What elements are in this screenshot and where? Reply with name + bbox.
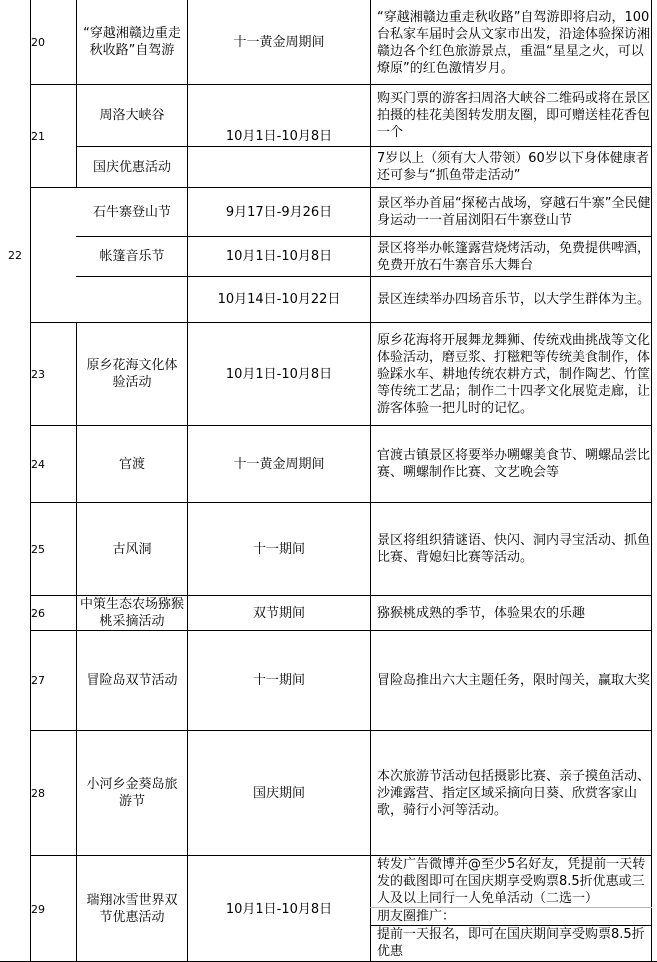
activity-name: 官渡 [118,456,145,472]
activity-name [77,277,187,322]
grid-line [30,595,652,596]
row-number: 28 [31,786,45,800]
activity-description: 景区连续举办四场音乐节，以大学生群体为主。 [377,292,651,307]
grid-line [30,730,652,731]
activity-description: 景区将举办帐篷露营烧烤活动，免费提供啤酒，免费开放石牛寨音乐大舞台 [377,240,651,273]
activity-description: 景区举办首届“探秘古战场，穿越石牛寨”全民健身运动一一首届浏阳石牛寨登山节 [377,196,651,228]
grid-line [76,236,652,237]
activity-description: 购买门票的游客扫周洛大峡谷二维码或将在景区拍摄的桂花美图转发朋友圈，即可赠送桂花香包一个 [377,91,651,140]
activity-description: 转发广告微博并@至少5名好友，凭提前一天转发的截图即可在国庆期享受购票8.5折优惠或三人及以上同行一人免单活动（二选一） [377,857,646,906]
activity-name: 周洛大峡谷 [99,108,165,123]
activity-time: 十一黄金周期间 [233,34,325,50]
activity-name: 中策生态农场猕猴桃采摘活动 [79,597,184,629]
activity-description-extra: 7岁以上（须有大人带领）60岁以下身体健康者还可参与“抓鱼带走活动” [377,151,649,183]
grid-line [370,0,371,962]
activity-name: 石牛寨登山节 [92,204,171,220]
activity-description: 冒险岛推出六大主题任务，限时闯关，赢取大奖 [377,673,651,688]
grid-line [370,925,652,926]
activity-time: 十一期间 [252,541,305,557]
grid-line [76,322,77,962]
activity-name: 瑞翔冰雪世界双节优惠活动 [86,893,178,925]
row-number: 21 [31,129,45,143]
grid-line [76,146,652,147]
activity-description-subhead: 朋友圈推广： [377,909,456,924]
activity-time: 国庆期间 [252,785,305,801]
activity-name: 帐篷音乐节 [99,249,165,264]
activity-description: 本次旅游节活动包括摄影比赛、亲子摸鱼活动、沙滩露营、指定区域采摘向日葵、欣赏客家山歌，骑行小河等活动。 [377,768,651,818]
activity-subname: 国庆优惠活动 [92,159,171,175]
grid-line [30,425,652,426]
grid-line [30,502,652,503]
grid-line [30,855,652,856]
row-number: 25 [31,542,45,556]
grid-line [370,907,652,908]
activity-time: 十一期间 [252,673,305,688]
grid-line [651,0,652,962]
activity-name: “穿越湘赣边重走秋收路”自驾游 [83,26,181,58]
grid-line [187,0,188,962]
activity-description: 猕猴桃成熟的季节，体验果农的乐趣 [377,605,586,621]
row-number: 24 [31,457,45,471]
activity-description: “穿越湘赣边重走秋收路”自驾游即将启动，100台私家车届时会从文家市出发，沿途体验探访湘赣边各个红色旅游景点，重温“星星之火，可以燎原”的红色激情岁月。 [377,10,651,76]
activity-time: 9月17日-9月26日 [225,204,333,220]
activity-time: 10月1日-10月8日 [225,128,333,144]
activity-name: 古风洞 [112,541,152,557]
row-number: 20 [31,35,45,49]
activity-name: 小河乡金葵岛旅游节 [86,777,178,809]
row-number: 26 [31,606,45,620]
activity-time: 10月14日-10月22日 [217,292,341,307]
activity-description-extra: 提前一天报名，即可在国庆期间享受购票8.5折优惠 [377,927,645,959]
activity-description: 原乡花海将开展舞龙舞狮、传统戏曲挑战等文化体验活动，磨豆浆、打糍粑等传统美食制作，体验踩水车、耕地传统农耕方式，制作陶艺、竹筐等传统工艺品；制作二十四孝文化展览走廊，让游客体验一把儿时的记忆。 [377,332,651,416]
activity-time: 双节期间 [252,605,305,621]
grid-line [30,187,652,188]
row-number: 27 [31,674,45,687]
grid-line [30,84,652,85]
row-number: 23 [31,367,45,381]
grid-line [30,0,31,962]
activity-name: 冒险岛双节活动 [86,673,178,688]
activity-time: 10月1日-10月8日 [225,249,333,264]
activity-time: 十一黄金周期间 [233,456,325,472]
activity-name: 原乡花海文化体验活动 [86,358,178,390]
grid-line [76,0,77,188]
activity-description: 官渡古镇景区将要举办嗍螺美食节、嗍螺品尝比赛、嗍螺制作比赛、文艺晚会等 [377,448,651,480]
activity-description: 景区将组织猜谜语、快闪、洞内寻宝活动、抓鱼比赛、背媳妇比赛等活动。 [377,533,651,565]
grid-line [30,630,652,631]
row-number: 29 [31,902,45,916]
grid-line [76,276,652,277]
activity-time: 10月1日-10月8日 [225,901,333,917]
row-number: 22 [8,248,22,262]
grid-line [30,322,652,323]
activity-time: 10月1日-10月8日 [225,366,333,382]
